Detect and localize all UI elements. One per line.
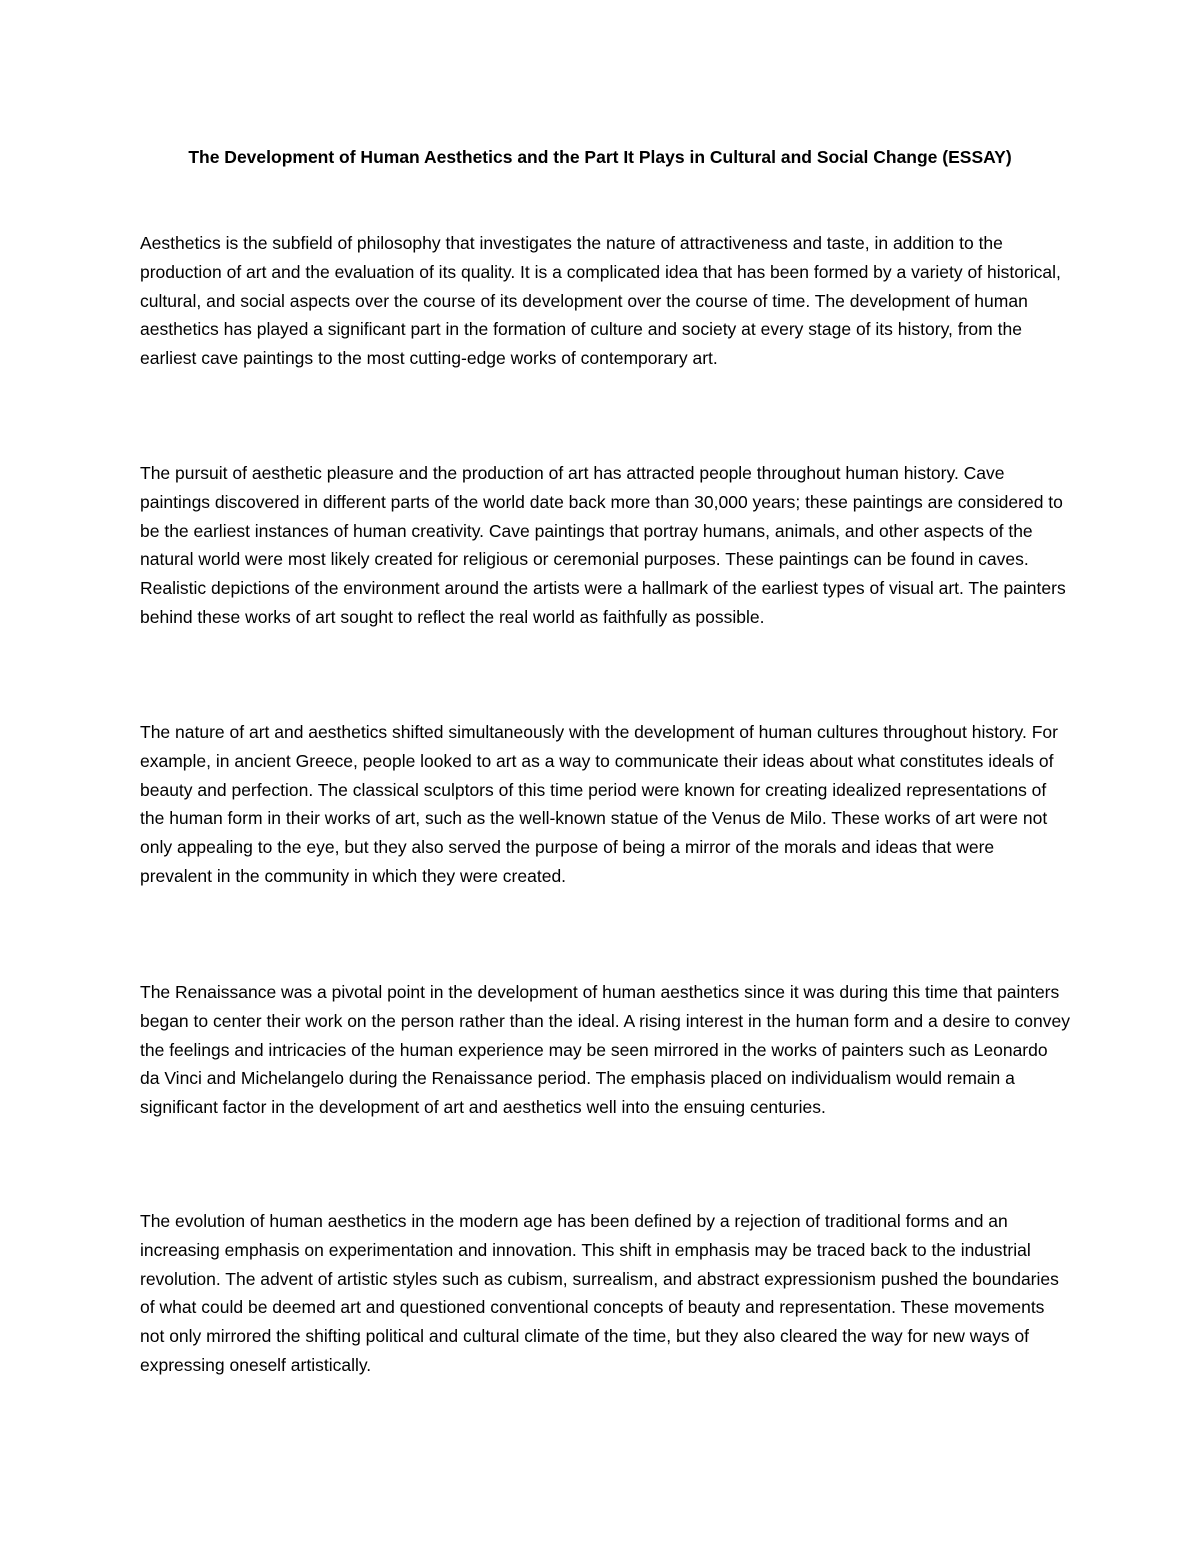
essay-paragraph-2: The pursuit of aesthetic pleasure and the production of art has attracted people throughout human history. Cave paintings discovered in different parts of the world date back more than 30,000 years; these paintings are considered to be the earliest instances of human creativity. Cave paintings that portray humans, animals, and other aspects of the natural world were most likely created for religious or ceremonial purposes. These paintings can be found in caves. Realistic depictions of the environment around the artists were a hallmark of the earliest types of visual art. The painters behind these works of art sought to reflect the real world as faithfully as possible. (140, 463, 1066, 627)
essay-title: The Development of Human Aesthetics and the Part It Plays in Cultural and Social Change (ESSAY) (188, 147, 1012, 167)
essay-paragraph-4: The Renaissance was a pivotal point in the development of human aesthetics since it was during this time that painters began to center their work on the person rather than the ideal. A rising interest in the human form and a desire to convey the feelings and intricacies of the human experience may be seen mirrored in the works of painters such as Leonardo da Vinci and Michelangelo during the Renaissance period. The emphasis placed on individualism would remain a significant factor in the development of art and aesthetics well into the ensuing centuries. (140, 982, 1070, 1118)
essay-paragraph-5: The evolution of human aesthetics in the modern age has been defined by a rejection of traditional forms and an increasing emphasis on experimentation and innovation. This shift in emphasis may be traced back to the industrial revolution. The advent of artistic styles such as cubism, surrealism, and abstract expressionism pushed the boundaries of what could be deemed art and questioned conventional concepts of beauty and representation. These movements not only mirrored the shifting political and cultural climate of the time, but they also cleared the way for new ways of expressing oneself artistically. (140, 1211, 1059, 1375)
essay-paragraph-3: The nature of art and aesthetics shifted simultaneously with the development of human cultures throughout history. For example, in ancient Greece, people looked to art as a way to communicate their ideas about what constitutes ideals of beauty and perfection. The classical sculptors of this time period were known for creating idealized representations of the human form in their works of art, such as the well-known statue of the Venus de Milo. These works of art were not only appealing to the eye, but they also served the purpose of being a mirror of the morals and ideas that were prevalent in the community in which they were created. (140, 722, 1058, 886)
essay-paragraph-1: Aesthetics is the subfield of philosophy that investigates the nature of attractiveness and taste, in addition to the production of art and the evaluation of its quality. It is a complicated idea that has been formed by a variety of historical, cultural, and social aspects over the course of its development over the course of time. The development of human aesthetics has played a significant part in the formation of culture and society at every stage of its history, from the earliest cave paintings to the most cutting-edge works of contemporary art. (140, 233, 1061, 369)
